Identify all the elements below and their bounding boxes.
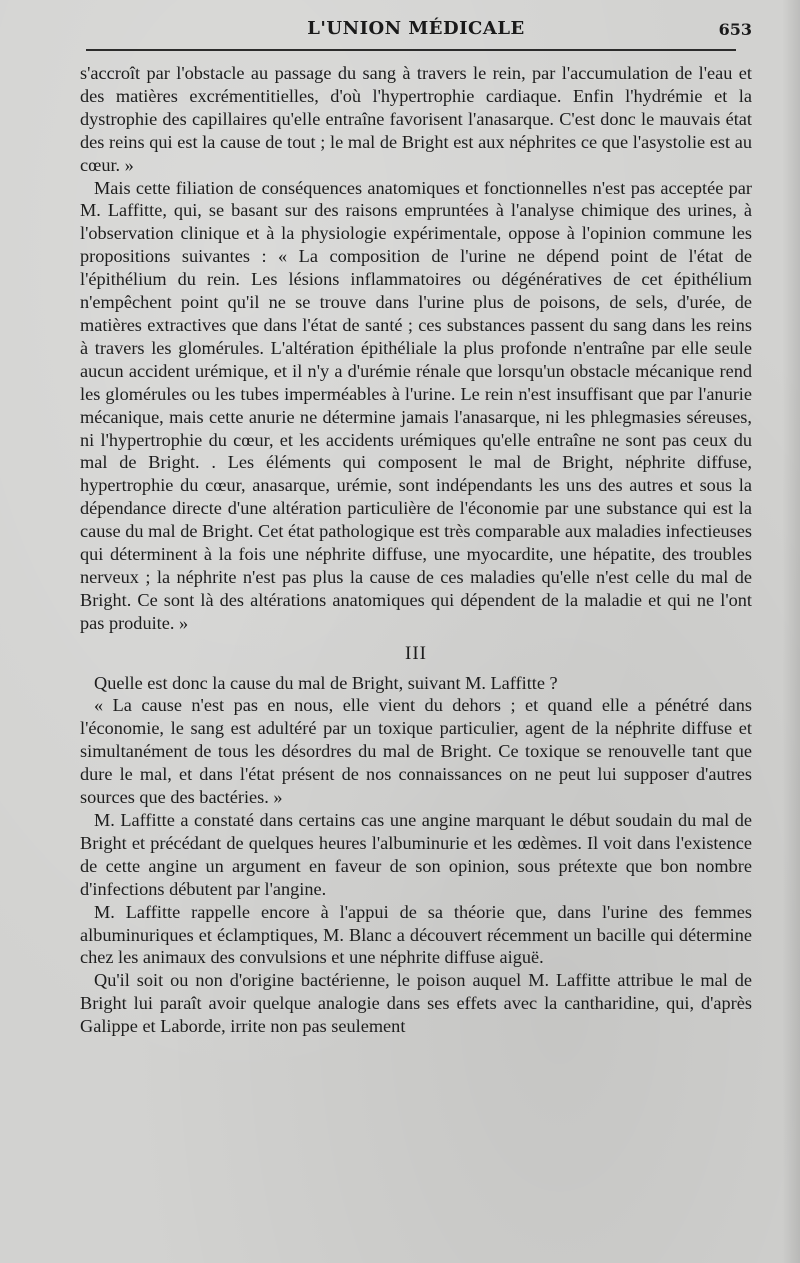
page-header xyxy=(80,14,752,44)
scan-edge-shadow xyxy=(782,0,800,1263)
page-number: 653 xyxy=(718,20,752,39)
running-title: L'UNION MÉDICALE xyxy=(307,18,525,39)
body-text xyxy=(80,62,752,1038)
paragraph-continuation: s'accroît par l'obstacle au passage du sang à travers le rein, par l'accumulation de l'eau et des matières excrémentitielles, d'où l'hypertrophie cardiaque. Enfin l'hydrémie et la dystrophie des capillaires qu'elle entraîne favorisent l'anasarque. C'est donc le mauvais état des reins qui est la cause de tout ; le mal de Bright est aux néphrites ce que l'asystolie est au cœur. » xyxy=(80,63,752,175)
paragraph-cantharidine: Qu'il soit ou non d'origine bactérienne, le poison auquel M. Laffitte attribue le mal de Bright lui paraît avoir quelque analogie dans ses effets avec la cantharidine, qui, d'après Galippe et Laborde, irrite non pas seulement xyxy=(80,970,752,1037)
paragraph-bacille: M. Laffitte rappelle encore à l'appui de sa théorie que, dans l'urine des femmes albuminuriques et éclamptiques, M. Blanc a découvert récemment un bacille qui détermine chez les animaux des convulsions et une néphrite diffuse aiguë. xyxy=(80,901,752,968)
paragraph-laffitte-propositions: Mais cette filiation de conséquences anatomiques et fonctionnelles n'est pas acceptée par M. Laffitte, qui, se basant sur des raisons empruntées à l'analyse chimique des urines, à l'observation clinique et à la physiologie expérimentale, oppose à l'opinion commune les propositions suivantes : « La composition de l'urine ne dépend point de l'état de l'épithélium du rein. Les lésions inflammatoires ou dégénératives de cet épithélium n'empêchent point qu'il ne se trouve dans l'urine plus de poisons, de sels, d'urée, de matières extractives que dans l'état de santé ; ces substances passent du sang dans les reins à travers les glomérules. L'altération épithéliale la plus profonde n'entraîne par elle seule aucun accident urémique, et il n'y a d'urémie rénale que lorsqu'un obstacle mécanique rend les glomérules ou les tubes imperméables à l'urine. Le rein n'est insuffisant que par l'anurie mécanique, mais cette anurie ne détermine jamais l'anasarque, ni les phlegmasies séreuses, ni l'hypertrophie du cœur, et les accidents urémiques qu'elle entraîne ne sont pas ceux du mal de Bright. . Les éléments qui composent le mal de Bright, néphrite diffuse, hypertrophie du cœur, anasarque, urémie, sont indépendants les uns des autres et sous la dépendance directe d'une altération particulière de l'économie par une substance qui est la cause du mal de Bright. Cet état pathologique est très comparable aux maladies infectieuses qui déterminent à la fois une néphrite diffuse, une myocardite, une hépatite, des troubles nerveux ; la néphrite n'est pas plus la cause de ces maladies qu'elle n'est celle du mal de Bright. Ce sont là des altérations anatomiques qui dépendent de la maladie et qui ne l'ont pas produite. » xyxy=(80,177,752,633)
paragraph-question: Quelle est donc la cause du mal de Bright, suivant M. Laffitte ? xyxy=(94,672,558,693)
section-heading: III xyxy=(405,642,427,664)
header-rule xyxy=(86,49,736,51)
paragraph-angine: M. Laffitte a constaté dans certains cas une angine marquant le début soudain du mal de Bright et précédant de quelques heures l'albuminurie et les œdèmes. Il voit dans l'existence de cette angine un argument en faveur de son opinion, sous prétexte que bon nombre d'infections débutent par l'angine. xyxy=(80,810,752,899)
paragraph-cause-quote: « La cause n'est pas en nous, elle vient du dehors ; et quand elle a pénétré dans l'économie, le sang est adultéré par un toxique particulier, agent de la néphrite diffuse et simultanément de tous les désordres du mal de Bright. Ce toxique se renouvelle tant que dure le mal, et dans l'état présent de nos connaissances on ne peut lui supposer d'autres sources que des bactéries. » xyxy=(80,695,752,808)
